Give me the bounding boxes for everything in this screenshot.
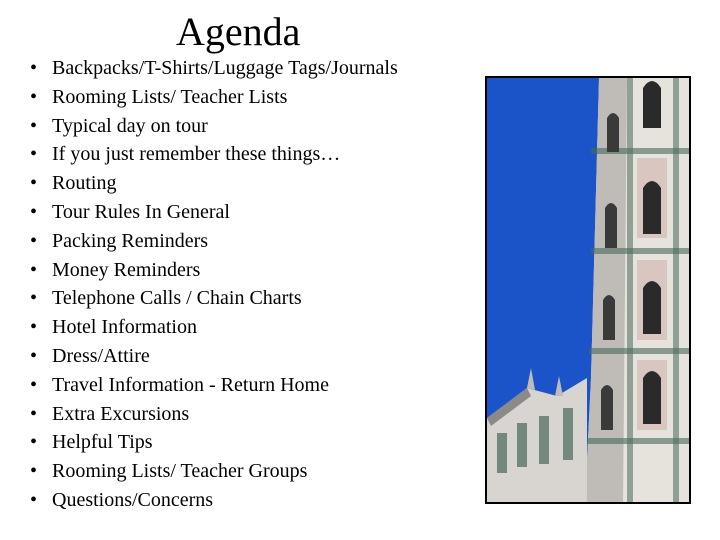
agenda-item — [30, 371, 398, 400]
bullet-icon: • — [30, 143, 38, 166]
bullet-icon: • — [30, 488, 38, 511]
bullet-icon: • — [30, 402, 38, 425]
agenda-item-label: Backpacks/T-Shirts/Luggage Tags/Journals — [52, 57, 398, 79]
agenda-item — [30, 54, 398, 83]
agenda-item — [30, 428, 398, 457]
bullet-icon: • — [30, 431, 38, 454]
agenda-item-label: Helpful Tips — [52, 431, 153, 454]
agenda-item — [30, 140, 398, 169]
agenda-item — [30, 486, 398, 515]
bullet-icon: • — [30, 373, 38, 396]
agenda-item-label: Dress/Attire — [52, 344, 150, 367]
bell-tower-photo — [485, 76, 691, 504]
bullet-icon: • — [30, 85, 38, 108]
agenda-item — [30, 256, 398, 285]
agenda-item-label: Questions/Concerns — [52, 488, 214, 511]
agenda-item-label: If you just remember these things… — [52, 143, 341, 166]
gothic-window — [605, 203, 617, 248]
inlay-band — [587, 438, 689, 444]
gothic-window — [643, 281, 661, 334]
bullet-icon: • — [30, 200, 38, 223]
agenda-item-label: Telephone Calls / Chain Charts — [52, 287, 302, 310]
agenda-item — [30, 198, 398, 227]
agenda-item-label: Routing — [52, 172, 117, 195]
bullet-icon: • — [30, 344, 38, 367]
bullet-icon: • — [30, 57, 38, 79]
gothic-window — [603, 295, 615, 340]
bullet-icon: • — [30, 287, 38, 310]
agenda-item — [30, 169, 398, 198]
agenda-item-label: Extra Excursions — [52, 402, 190, 425]
gothic-window — [643, 181, 661, 234]
bullet-icon: • — [30, 114, 38, 137]
bullet-icon: • — [30, 460, 38, 483]
bell-tower-illustration — [487, 78, 689, 502]
gothic-window — [643, 81, 661, 128]
agenda-item — [30, 284, 398, 313]
slide-title: Agenda — [176, 9, 301, 54]
agenda-item-label: Typical day on tour — [52, 114, 208, 137]
agenda-item-label: Travel Information - Return Home — [52, 373, 329, 396]
agenda-item-label: Money Reminders — [52, 258, 201, 281]
agenda-item — [30, 342, 398, 371]
agenda-item — [30, 227, 398, 256]
inlay-band — [589, 348, 689, 354]
agenda-item — [30, 112, 398, 141]
agenda-item — [30, 83, 398, 112]
gothic-window — [643, 371, 661, 424]
agenda-item-label: Rooming Lists/ Teacher Lists — [52, 85, 288, 108]
agenda-item-label: Packing Reminders — [52, 229, 209, 252]
cathedral-window — [497, 433, 507, 473]
inlay-band — [591, 148, 689, 154]
bullet-icon: • — [30, 172, 38, 195]
agenda-item — [30, 313, 398, 342]
inlay-band — [591, 248, 689, 254]
cathedral-window — [539, 416, 549, 464]
agenda-item-label: Hotel Information — [52, 316, 197, 339]
agenda-item — [30, 400, 398, 429]
bullet-icon: • — [30, 316, 38, 339]
agenda-item-label: Rooming Lists/ Teacher Groups — [52, 460, 308, 483]
cathedral-window — [563, 408, 573, 460]
cathedral-window — [517, 423, 527, 467]
bullet-icon: • — [30, 258, 38, 281]
agenda-item-label: Tour Rules In General — [52, 200, 230, 223]
gothic-window — [607, 113, 619, 152]
bullet-icon: • — [30, 229, 38, 252]
agenda-list — [30, 54, 398, 515]
agenda-item — [30, 457, 398, 486]
gothic-window — [601, 385, 613, 430]
